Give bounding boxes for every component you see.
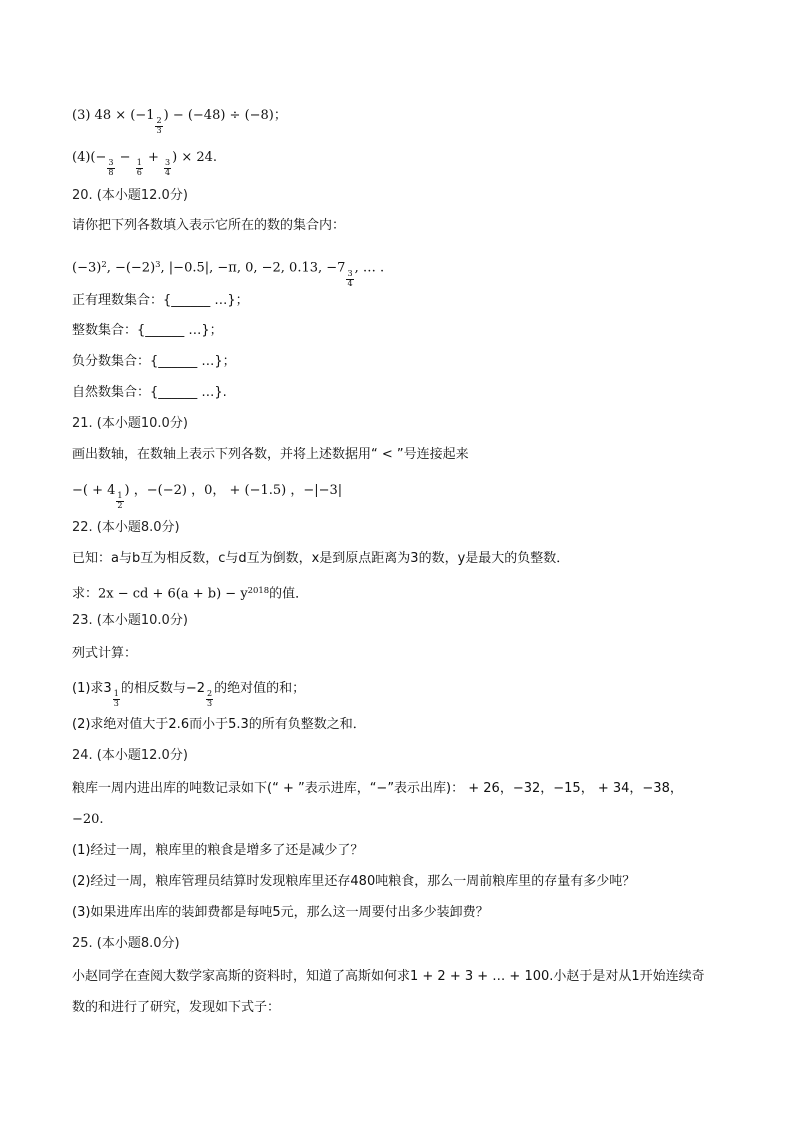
num-text: ) ，−(−2) ，0， + (−1.5) ，−|−3| xyxy=(124,483,343,498)
q21-numbers xyxy=(72,481,734,510)
q19-p4-text-c: + xyxy=(143,150,163,165)
num-text: , … . xyxy=(354,260,385,276)
q21-header: 21. (本小题10.0分) xyxy=(72,416,188,431)
fraction xyxy=(113,690,120,708)
frac-den: 6 xyxy=(136,167,142,177)
q23-part1 xyxy=(72,679,734,708)
frac-den: 8 xyxy=(108,167,114,177)
q20-stem: 请你把下列各数填入表示它所在的数的集合内： xyxy=(72,218,346,233)
q25-header: 25. (本小题8.0分) xyxy=(72,936,180,951)
ask-text: 的值． xyxy=(269,586,309,602)
q23-stem: 列式计算： xyxy=(72,646,138,661)
q19-part4 xyxy=(72,148,734,177)
q20-numbers xyxy=(72,254,734,288)
q20-header: 20. (本小题12.0分) xyxy=(72,188,188,203)
q22-stem: 已知：a与b互为相反数，c与d互为倒数，x是到原点距离为3的数，y是最大的负整数． xyxy=(72,551,570,566)
fraction xyxy=(164,159,171,177)
q20-set-negative-fraction: 负分数集合：{______ …}； xyxy=(72,354,236,369)
frac-num: 1 xyxy=(136,158,142,168)
frac-den: 4 xyxy=(164,167,171,177)
frac-num: 3 xyxy=(164,158,171,168)
ask-text: 求：2x − cd + 6(a + b) − y xyxy=(72,586,248,602)
exponent: 2 xyxy=(101,259,107,269)
frac-den: 4 xyxy=(347,278,353,288)
q19-p3-text-a: (3) 48 × (−1 xyxy=(72,108,155,123)
q19-p4-text-a: (4)(− xyxy=(72,150,107,165)
fraction xyxy=(155,117,162,135)
q22-header: 22. (本小题8.0分) xyxy=(72,520,180,535)
fraction xyxy=(136,159,143,177)
q19-p3-text-b: ) − (−48) ÷ (−8)； xyxy=(163,108,287,123)
q20-set-positive-rational: 正有理数集合：{______ …}； xyxy=(72,293,249,308)
frac-den: 2 xyxy=(117,500,123,510)
p1-text: 的绝对值的和； xyxy=(214,681,306,696)
num-text: , |−0.5|, −π, 0, −2, 0.13, −7 xyxy=(160,260,346,276)
frac-num: 2 xyxy=(156,116,162,126)
q24-part2: (2)经过一周，粮库管理员结算时发现粮库里还存480吨粮食，那么一周前粮库里的存量有多少吨？ xyxy=(72,874,636,889)
q25-stem-line1: 小赵同学在查阅大数学家高斯的资料时，知道了高斯如何求1 + 2 + 3 + … + 100.小赵于是对从1开始连续奇 xyxy=(72,969,705,984)
frac-num: 2 xyxy=(206,689,213,699)
frac-den: 3 xyxy=(156,125,162,135)
q19-p4-text-d: ) × 24. xyxy=(172,150,218,165)
p1-text: 的相反数与−2 xyxy=(120,681,205,696)
num-text: , −(−2) xyxy=(106,260,156,276)
fraction xyxy=(116,492,123,510)
frac-num: 3 xyxy=(347,269,353,279)
p1-text: (1)求3 xyxy=(72,681,112,696)
fraction xyxy=(346,270,353,288)
frac-num: 1 xyxy=(117,491,123,501)
exponent: 2018 xyxy=(247,585,270,595)
frac-num: 3 xyxy=(108,158,114,168)
q20-set-integer: 整数集合：{______ …}； xyxy=(72,323,223,338)
q23-header: 23. (本小题10.0分) xyxy=(72,613,188,628)
q23-part2: (2)求绝对值大于2.6而小于5.3的所有负整数之和． xyxy=(72,717,366,732)
q19-part3 xyxy=(72,106,734,135)
q24-part3: (3)如果进库出库的装卸费都是每吨5元，那么这一周要付出多少装卸费？ xyxy=(72,905,489,920)
frac-den: 3 xyxy=(206,698,213,708)
q19-p4-text-b: − xyxy=(115,150,135,165)
q21-stem: 画出数轴，在数轴上表示下列各数，并将上述数据用“ < ”号连接起来 xyxy=(72,447,469,462)
q22-ask xyxy=(72,580,734,605)
q24-stem-line2: −20. xyxy=(72,812,104,827)
fraction xyxy=(107,159,114,177)
q24-part1: (1)经过一周，粮库里的粮食是增多了还是减少了？ xyxy=(72,843,364,858)
q20-set-natural: 自然数集合：{______ …}. xyxy=(72,385,227,400)
frac-den: 3 xyxy=(113,698,119,708)
frac-num: 1 xyxy=(113,689,119,699)
q25-stem-line2: 数的和进行了研究，发现如下式子： xyxy=(72,1000,281,1015)
exponent: 3 xyxy=(155,259,161,269)
q24-stem-line1: 粮库一周内进出库的吨数记录如下(“ + ”表示进库，“−”表示出库)： + 26，−32，−15， + 34，−38， xyxy=(72,781,683,796)
q24-header: 24. (本小题12.0分) xyxy=(72,748,188,763)
num-text: (−3) xyxy=(72,260,102,276)
num-text: −( + 4 xyxy=(72,483,116,498)
fraction xyxy=(206,690,213,708)
